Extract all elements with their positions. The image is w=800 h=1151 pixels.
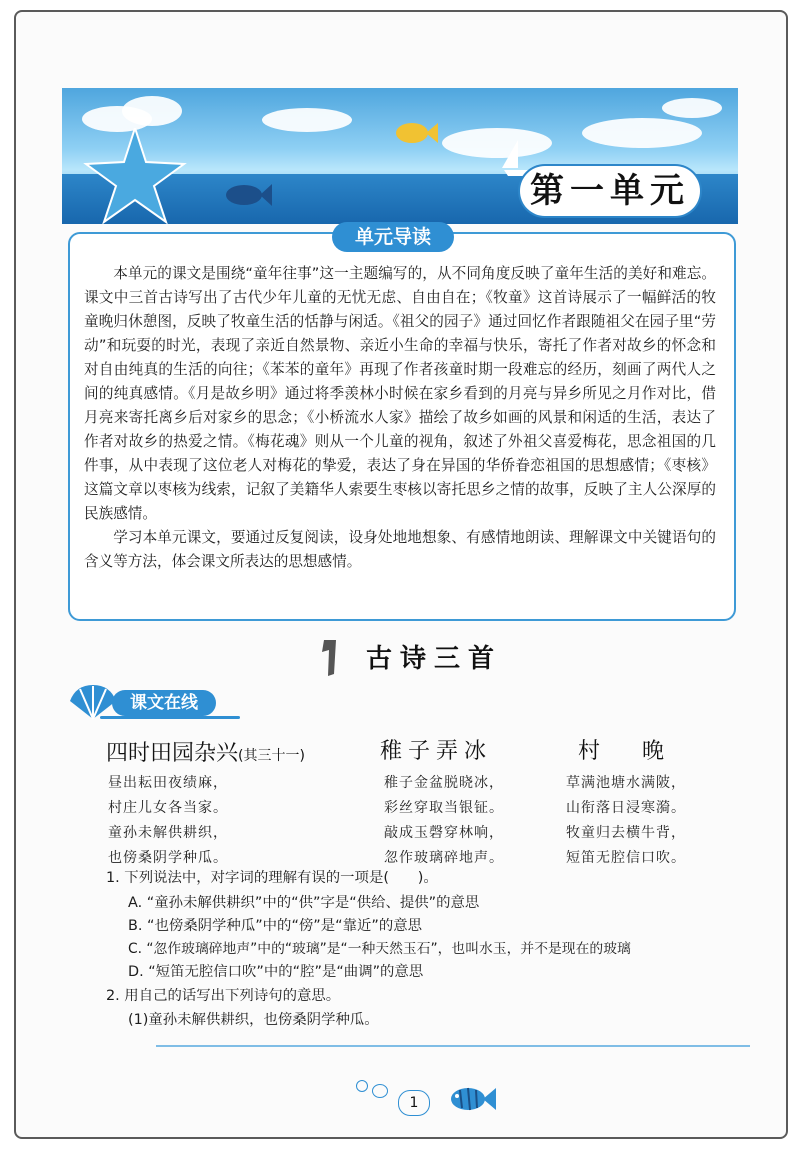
fish-icon [222, 180, 272, 210]
answer-line [156, 1045, 750, 1047]
poem-title [106, 736, 305, 767]
fish-icon [448, 1084, 496, 1114]
page-number: 1 [398, 1090, 430, 1116]
intro-paragraph: 学习本单元课文，要通过反复阅读，设身处地地想象、有感情地朗读、理解课文中关键语句的含义等方法，体会课文所表达的思想感情。 [84, 529, 716, 570]
poem-line: 村庄儿女各当家。 [108, 800, 228, 816]
poem-line: 山衔落日浸寒漪。 [566, 800, 686, 816]
bubble-icon [356, 1080, 368, 1092]
question-stem: 1. 下列说法中，对字词的理解有误的一项是( )。 [106, 870, 438, 886]
poem-title: 稚子弄冰 [380, 739, 493, 764]
fish-icon [392, 118, 438, 148]
poem-line: 牧童归去横牛背， [566, 825, 686, 841]
poem-line: 草满池塘水满陂， [566, 775, 686, 791]
poem-line: 也傍桑阴学种瓜。 [108, 850, 228, 866]
poem-line: 昼出耘田夜绩麻， [108, 775, 228, 791]
poem-line: 忽作玻璃碎地声。 [384, 850, 504, 866]
question-option[interactable]: D. “短笛无腔信口吹”中的“腔”是“曲调”的意思 [128, 964, 424, 980]
unit-intro-text [84, 262, 716, 574]
poem-line: 稚子金盆脱晓冰， [384, 775, 504, 791]
number-1-icon [318, 638, 340, 678]
intro-paragraph: 本单元的课文是围绕“童年往事”这一主题编写的，从不同角度反映了童年生活的美好和难忘。课文中三首古诗写出了古代少年儿童的无忧无虑、自由自在；《牧童》这首诗展示了一幅鲜活的牧童晚归休憩图，反映了牧童生活的恬静与闲适。《祖父的园子》通过回忆作者跟随祖父在园子里“劳动”和玩耍的时光，表现了亲近自然景物、亲近小生命的幸福与快乐，寄托了作者对故乡的怀念和对自由纯真的生活的向往；《苯苯的童年》再现了作者孩童时期一段难忘的经历，刻画了两代人之间的纯真感情。《月是故乡明》通过将季羡林小时候在家乡看到的月亮与异乡所见之月作对比，借月亮来寄托离乡后对家乡的思念；《小桥流水人家》描绘了故乡如画的风景和闲适的生活，表达了作者对故乡的热爱之情。《梅花魂》则从一个儿童的视角，叙述了外祖父喜爱梅花，思念祖国的几件事，从中表现了这位老人对梅花的挚爱，表达了身在异国的华侨眷恋祖国的思想感情；《枣核》这篇文章以枣核为线索，记叙了美籍华人索要生枣核以寄托思乡之情的故事，反映了主人公深厚的民族感情。 [84, 265, 716, 522]
question-option[interactable]: C. “忽作玻璃碎地声”中的“玻璃”是“一种天然玉石”，也叫水玉，并不是现在的玻璃 [128, 941, 631, 957]
question-subitem: (1)童孙未解供耕织，也傍桑阴学种瓜。 [128, 1012, 379, 1028]
bubble-icon [372, 1084, 388, 1098]
question-stem: 2. 用自己的话写出下列诗句的意思。 [106, 988, 341, 1004]
poem-line: 短笛无腔信口吹。 [566, 850, 686, 866]
poem-title-text: 四时田园杂兴 [106, 741, 239, 766]
poem-line: 敲成玉磬穿林响， [384, 825, 504, 841]
unit-intro-label: 单元导读 [332, 222, 454, 252]
question-option[interactable]: A. “童孙未解供耕织”中的“供”字是“供给、提供”的意思 [128, 895, 480, 911]
question-option[interactable]: B. “也傍桑阴学种瓜”中的“傍”是“靠近”的意思 [128, 918, 423, 934]
poem-line: 彩丝穿取当银钲。 [384, 800, 504, 816]
section-underline [100, 716, 240, 719]
poem-line: 童孙未解供耕织， [108, 825, 228, 841]
poem-title: 村 晚 [578, 739, 675, 764]
section-label: 课文在线 [112, 690, 216, 716]
poem-subtitle: (其三十一) [238, 748, 305, 764]
unit-title: 第一单元 [520, 166, 700, 216]
lesson-title: 古诗三首 [366, 644, 503, 674]
starfish-icon [80, 128, 190, 224]
